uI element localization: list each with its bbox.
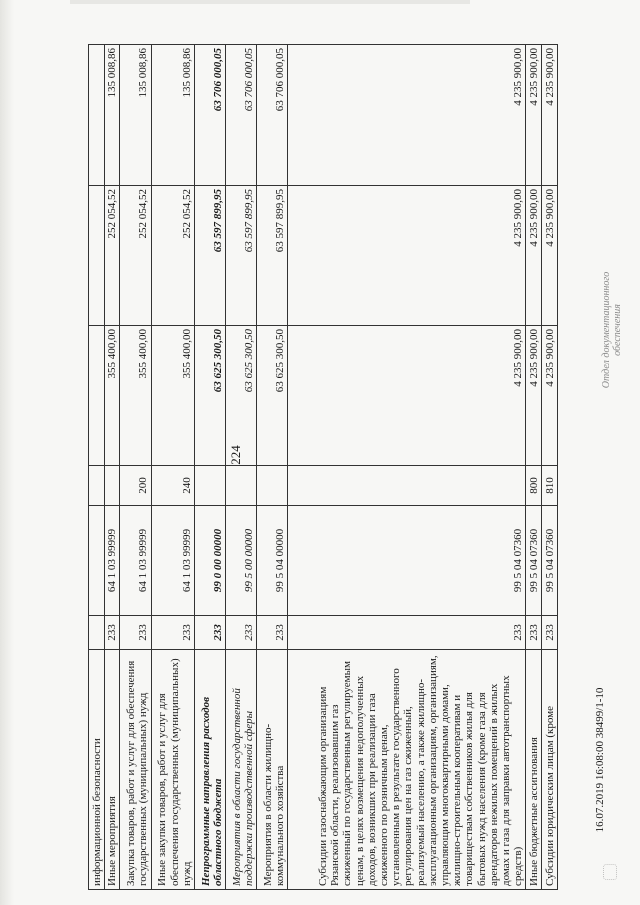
row-amount-3: 63 706 000,05 [257,45,288,186]
row-amount-2: 252 054,52 [104,186,120,326]
row-target-code: 99 5 04 00000 [257,506,288,616]
row-name: Закупка товаров, работ и услуг для обеспечения государственных (муниципальных) нужд [120,650,151,890]
budget-table-container [88,45,558,890]
department-stamp [601,272,623,389]
table-row [257,45,288,890]
row-expense-type [226,466,257,506]
row-name: Непрограммные направления расходов областного бюджета [195,650,226,890]
row-name: Мероприятия в области государственной поддержки производственной сферы [226,650,257,890]
table-row [526,45,542,890]
stamp-line: Отдел документационного [601,271,612,389]
row-amount-2: 252 054,52 [151,186,195,326]
row-target-code: 99 5 04 07360 [542,506,558,616]
row-amount-3: 4 235 900,00 [288,45,526,186]
row-target-code: 99 5 00 00000 [226,506,257,616]
row-amount-1: 63 625 300,50 [257,326,288,466]
print-timestamp: 16.07.2019 16:08:00 38499/1-10 [594,687,606,833]
row-name: Иные мероприятия [104,650,120,890]
row-name: Субсидии юридическим лицам (кроме [542,650,558,890]
row-name: Иные бюджетные ассигнования [526,650,542,890]
row-target-code: 99 5 04 07360 [526,506,542,616]
row-target-code: 99 5 04 07360 [288,506,526,616]
row-amount-3: 4 235 900,00 [542,45,558,186]
row-org-code: 233 [151,616,195,650]
row-expense-type [288,466,526,506]
row-org-code: 233 [226,616,257,650]
row-expense-type: 240 [151,466,195,506]
row-target-code [89,506,105,616]
row-name: Субсидии газоснабжающим организациям Рязанской области, реализовавшим газ сжиженный по государственным регулируемым ценам, в целях возмещения недополученных доходов, возникших при реализации газа сжиженного по розничным ценам, установленным в результате государственного регулирования цен на газ сжиженный, реализуемый населению, а также жилищно-эксплуатационным организациям, организациям, управляющим многоквартирными домами, жилищно-строительным кооперативам и товариществам собственников жилья для бытовых нужд населения (кроме газа для арендаторов нежилых помещений в жилых домах и газа для заправки автотранспортных средств) [288,650,526,890]
budget-table [88,44,558,890]
row-amount-1: 355 400,00 [120,326,151,466]
row-target-code: 64 1 03 99999 [151,506,195,616]
row-amount-3: 135 008,86 [151,45,195,186]
row-amount-1: 4 235 900,00 [542,326,558,466]
table-row [120,45,151,890]
row-amount-3 [89,45,105,186]
scan-streak [70,0,470,4]
row-name: Иные закупки товаров, работ и услуг для обеспечения государственных (муниципальных) нужд [151,650,195,890]
row-amount-2: 63 597 899,95 [257,186,288,326]
row-amount-2: 4 235 900,00 [542,186,558,326]
row-org-code: 233 [104,616,120,650]
row-org-code [89,616,105,650]
table-row [542,45,558,890]
table-row [226,45,257,890]
row-expense-type [89,466,105,506]
row-amount-3: 4 235 900,00 [526,45,542,186]
row-expense-type [104,466,120,506]
row-org-code: 233 [120,616,151,650]
table-row [151,45,195,890]
row-target-code: 64 1 03 99999 [104,506,120,616]
page-number: 224 [228,445,243,465]
row-name: информационной безопасности [89,650,105,890]
row-amount-2: 252 054,52 [120,186,151,326]
row-amount-3: 63 706 000,05 [226,45,257,186]
scan-edge [0,0,14,905]
stamp-line: обеспечения [612,304,623,356]
row-expense-type: 200 [120,466,151,506]
row-amount-3: 135 008,86 [120,45,151,186]
row-amount-1: 63 625 300,50 [195,326,226,466]
row-expense-type: 800 [526,466,542,506]
row-amount-1: 355 400,00 [151,326,195,466]
row-amount-1 [89,326,105,466]
row-name: Мероприятия в области жилищно-коммунального хозяйства [257,650,288,890]
row-org-code: 233 [195,616,226,650]
scan-mark [603,864,617,880]
row-org-code: 233 [288,616,526,650]
row-expense-type: 810 [542,466,558,506]
row-org-code: 233 [526,616,542,650]
table-row [288,45,526,890]
row-amount-2: 4 235 900,00 [288,186,526,326]
row-org-code: 233 [542,616,558,650]
row-amount-3: 63 706 000,05 [195,45,226,186]
row-target-code: 99 0 00 00000 [195,506,226,616]
row-amount-1: 4 235 900,00 [288,326,526,466]
row-target-code: 64 1 03 99999 [120,506,151,616]
row-amount-1: 355 400,00 [104,326,120,466]
row-amount-3: 135 008,86 [104,45,120,186]
table-row [89,45,105,890]
budget-table-body [89,45,558,890]
row-org-code: 233 [257,616,288,650]
row-amount-1: 4 235 900,00 [526,326,542,466]
row-expense-type [257,466,288,506]
row-amount-2 [89,186,105,326]
row-amount-2: 63 597 899,95 [195,186,226,326]
table-row [195,45,226,890]
table-row [104,45,120,890]
row-amount-1: 63 625 300,50 [226,326,257,466]
row-amount-2: 63 597 899,95 [226,186,257,326]
row-expense-type [195,466,226,506]
row-amount-2: 4 235 900,00 [526,186,542,326]
